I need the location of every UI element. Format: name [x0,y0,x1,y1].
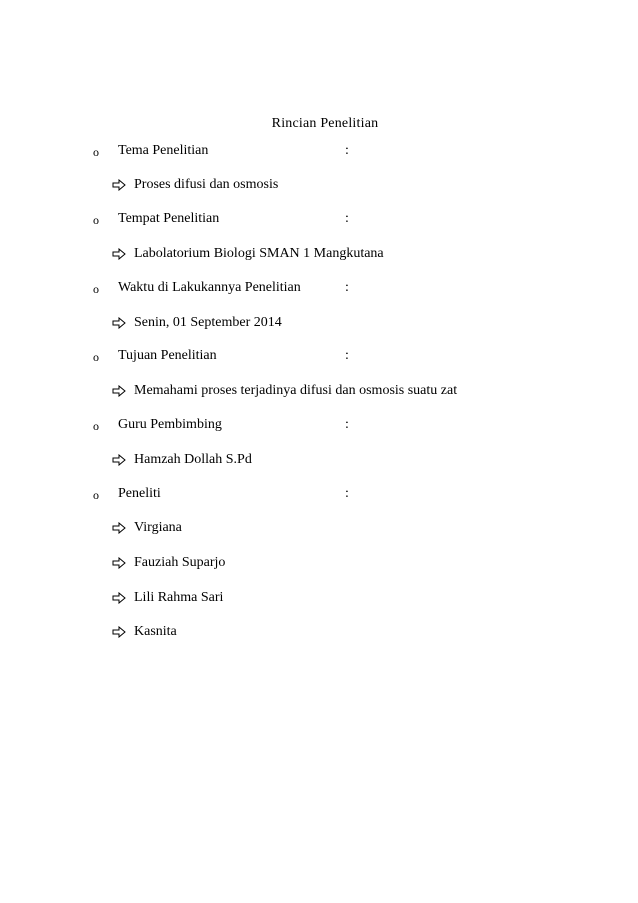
value-text: Hamzah Dollah S.Pd [134,452,252,467]
field-label-tujuan: Tujuan Penelitian [118,348,217,363]
value-item [112,246,384,262]
field-label-peneliti: Peneliti [118,486,161,501]
list-bullet: o [93,282,99,296]
list-bullet: o [93,213,99,227]
value-item [112,590,223,606]
value-text: Senin, 01 September 2014 [134,315,282,330]
hollow-arrow-right-icon [112,592,126,604]
field-colon: : [345,348,349,363]
value-text: Memahami proses terjadinya difusi dan osmosis suatu zat [134,383,458,398]
list-bullet: o [93,488,99,502]
value-text: Fauziah Suparjo [134,555,226,570]
field-colon: : [345,211,349,226]
value-text: Virgiana [134,520,182,535]
value-item [112,177,278,193]
value-item [112,452,252,468]
hollow-arrow-right-icon [112,385,126,397]
field-label-guru: Guru Pembimbing [118,417,222,432]
value-text: Labolatorium Biologi SMAN 1 Mangkutana [134,246,384,261]
hollow-arrow-right-icon [112,179,126,191]
field-colon: : [345,143,349,158]
field-colon: : [345,486,349,501]
field-label-tempat: Tempat Penelitian [118,211,220,226]
field-label-tema: Tema Penelitian [118,143,209,158]
hollow-arrow-right-icon [112,522,126,534]
field-label-waktu: Waktu di Lakukannya Penelitian [118,280,301,295]
value-item [112,624,177,640]
value-item [112,315,282,331]
value-item [112,555,225,571]
hollow-arrow-right-icon [112,248,126,260]
hollow-arrow-right-icon [112,557,126,569]
list-bullet: o [93,145,99,159]
field-colon: : [345,280,349,295]
hollow-arrow-right-icon [112,454,126,466]
value-text: Lili Rahma Sari [134,590,224,605]
hollow-arrow-right-icon [112,317,126,329]
document-title: Rincian Penelitian [271,116,379,131]
hollow-arrow-right-icon [112,626,126,638]
list-bullet: o [93,419,99,433]
list-bullet: o [93,350,99,364]
value-text: Kasnita [134,624,177,639]
value-item [112,383,457,399]
field-colon: : [345,417,349,432]
value-item [112,520,182,536]
value-text: Proses difusi dan osmosis [134,177,279,192]
